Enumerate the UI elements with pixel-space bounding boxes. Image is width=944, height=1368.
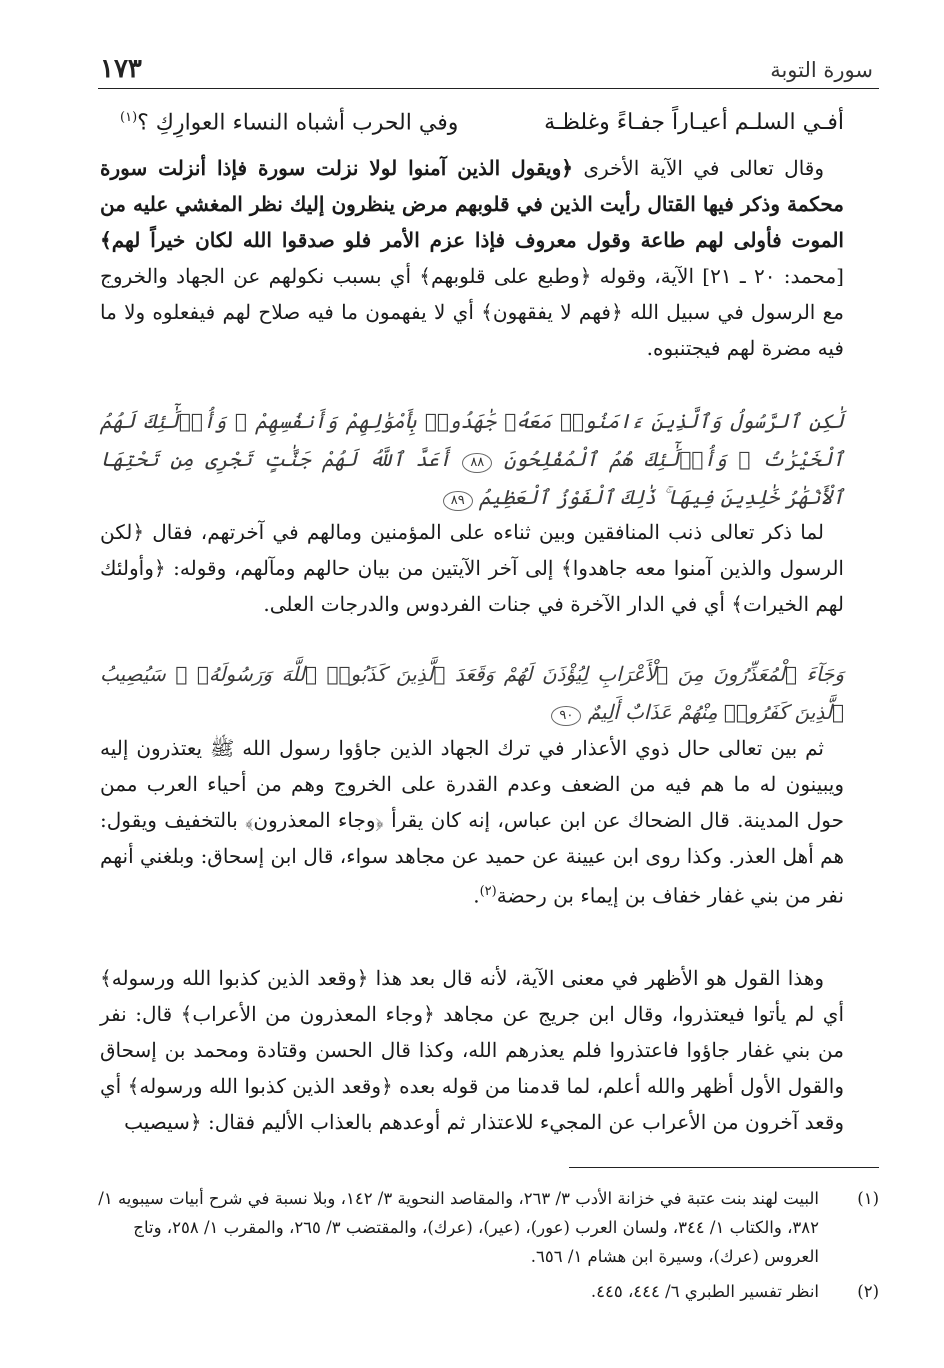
quran-passage-2 bbox=[100, 655, 844, 731]
quran-1-text: لَٰكِنِ ٱلرَّسُولُ وَٱلَّذِينَ ءَامَنُوا۟ مَعَهُۥ جَٰهَدُوا۟ بِأَمْوَٰلِهِمْ وَأَنفُسِهِمْ ۚ وَأُو۟لَٰٓئِكَ لَهُمُ ٱلْخَيْرَٰتُ ۖ وَأُو۟لَٰٓئِكَ هُمُ ٱلْمُفْلِحُونَ bbox=[100, 409, 844, 471]
footnotes bbox=[95, 1184, 879, 1312]
hemistich-second-text: وفي الحرب أشباه النساء العوارِكِ ؟ bbox=[137, 110, 459, 136]
footnote-2-text: انظر تفسير الطبري ٦/ ٤٤٤، ٤٤٥. bbox=[590, 1282, 819, 1301]
paragraph-2 bbox=[100, 514, 844, 622]
footnote-1-number: (١) bbox=[857, 1189, 879, 1208]
surah-name: سورة التوبة bbox=[770, 58, 873, 82]
paragraph-1-quote: ﴿ويقول الذين آمنوا لولا نزلت سورة فإذا أنزلت سورة محكمة وذكر فيها القتال رأيت الذين في قلوبهم مرض ينظرون إليك نظر المغشي عليه من الموت فأولى لهم طاعة وقول معروف فإذا عزم الأمر فلو صدقوا الله لكان خيراً لهم﴾ bbox=[100, 156, 844, 252]
poetry-verse bbox=[120, 110, 844, 146]
footnote-2-number: (٢) bbox=[857, 1282, 879, 1301]
paragraph-4-text: وهذا القول هو الأظهر في معنى الآية، لأنه قال بعد هذا ﴿وقعد الذين كذبوا الله ورسوله﴾ أي لم يأتوا فيعتذروا، وقال ابن جريج عن مجاهد ﴿وجاء المعذرون من الأعراب﴾ قال: نفر من بني غفار جاؤوا فاعتذروا فلم يعذرهم الله، وكذا قال الحسن وقتادة ومحمد بن إسحاق والقول الأول أظهر والله أعلم، لما قدمنا من قوله بعده ﴿وقعد الذين كذبوا الله ورسوله﴾ أي وقعد آخرون من الأعراب عن المجيء للاعتذار ثم أوعدهم بالعذاب الأليم فقال: ﴿سيصيب bbox=[100, 966, 844, 1134]
page-header bbox=[98, 48, 879, 89]
paragraph-1-lead: وقال تعالى في الآية الأخرى bbox=[573, 156, 825, 180]
footnote-ref-1: (١) bbox=[120, 110, 138, 125]
paragraph-3-text: ثم بين تعالى حال ذوي الأعذار في ترك الجهاد الذين جاؤوا رسول الله ﷺ يعتذرون إليه ويبينون له ما هم فيه من الضعف وعدم القدرة على الخروج وهم من أحياء العرب ممن حول المدينة. قال الضحاك عن ابن عباس، إنه كان يقرأ ﴿وجاء المعذرون﴾ بالتخفيف ويقول: هم أهل العذر. وكذا روى ابن عيينة عن حميد عن مجاهد سواء، قال ابن إسحاق: وبلغني أنهم نفر من بني غفار خفاف بن إيماء بن رحضة bbox=[100, 736, 844, 908]
footnote-ref-2: (٢) bbox=[479, 884, 497, 899]
footnote-1 bbox=[95, 1184, 879, 1271]
paragraph-1 bbox=[100, 150, 844, 366]
paragraph-3 bbox=[100, 730, 844, 914]
hemistich-first: أفـي السلـم أعيـاراً جفـاءً وغلظـة bbox=[544, 110, 844, 135]
footnote-1-text: البيت لهند بنت عتبة في خزانة الأدب ٣/ ٢٦٣، والمقاصد النحوية ٣/ ١٤٢، وبلا نسبة في شرح أبيات سيبويه ١/ ٣٨٢، والكتاب ١/ ٣٤٤، ولسان العرب (عور)، (عير)، (عرك)، والمقتضب ٣/ ٢٦٥، والمقرب ١/ ٢٥٨، وتاج العروس (عرك)، وسيرة ابن هشام ١/ ٦٥٦. bbox=[98, 1189, 819, 1266]
paragraph-2-text: لما ذكر تعالى ذنب المنافقين وبين ثناءه على المؤمنين ومالهم في آخرتهم، فقال ﴿لكن الرسول والذين آمنوا معه جاهدوا﴾ إلى آخر الآيتين من بيان حالهم ومآلهم، وقوله: ﴿وأولئك لهم الخيرات﴾ أي في الدار الآخرة في جنات الفردوس والدرجات العلى. bbox=[100, 520, 844, 616]
paragraph-4 bbox=[100, 960, 844, 1140]
page-number: ١٧٣ bbox=[100, 54, 142, 84]
hemistich-second bbox=[120, 110, 458, 135]
ayah-number-90: ٩٠ bbox=[551, 706, 581, 726]
footnote-divider bbox=[569, 1167, 879, 1168]
ayah-number-88: ٨٨ bbox=[462, 453, 492, 473]
quran-passage-1 bbox=[100, 402, 844, 516]
paragraph-3-end: . bbox=[473, 883, 480, 908]
footnote-2 bbox=[95, 1277, 879, 1306]
quran-2-text: وَجَآءَ ٱلْمُعَذِّرُونَ مِنَ ٱلْأَعْرَابِ لِيُؤْذَنَ لَهُمْ وَقَعَدَ ٱلَّذِينَ كَذَبُوا۟ ٱللَّهَ وَرَسُولَهُۥ ۚ سَيُصِيبُ ٱلَّذِينَ كَفَرُوا۟ مِنْهُمْ عَذَابٌ أَلِيمٌ bbox=[100, 662, 844, 724]
quran-1-text-2: أَعَدَّ ٱللَّهُ لَهُمْ جَنَّٰتٍ تَجْرِى مِن تَحْتِهَا ٱلْأَنْهَٰرُ خَٰلِدِينَ فِيهَا ۚ ذَٰلِكَ ٱلْفَوْزُ ٱلْعَظِيمُ bbox=[100, 447, 844, 509]
paragraph-1-rest: [محمد: ٢٠ ـ ٢١] الآية، وقوله ﴿وطبع على قلوبهم﴾ أي بسبب نكولهم عن الجهاد والخروج مع الرسول في سبيل الله ﴿فهم لا يفقهون﴾ أي لا يفهمون ما فيه صلاح لهم فيفعلوه ولا ما فيه مضرة لهم فيجتنبوه. bbox=[100, 264, 844, 360]
ayah-number-89: ٨٩ bbox=[443, 491, 473, 511]
